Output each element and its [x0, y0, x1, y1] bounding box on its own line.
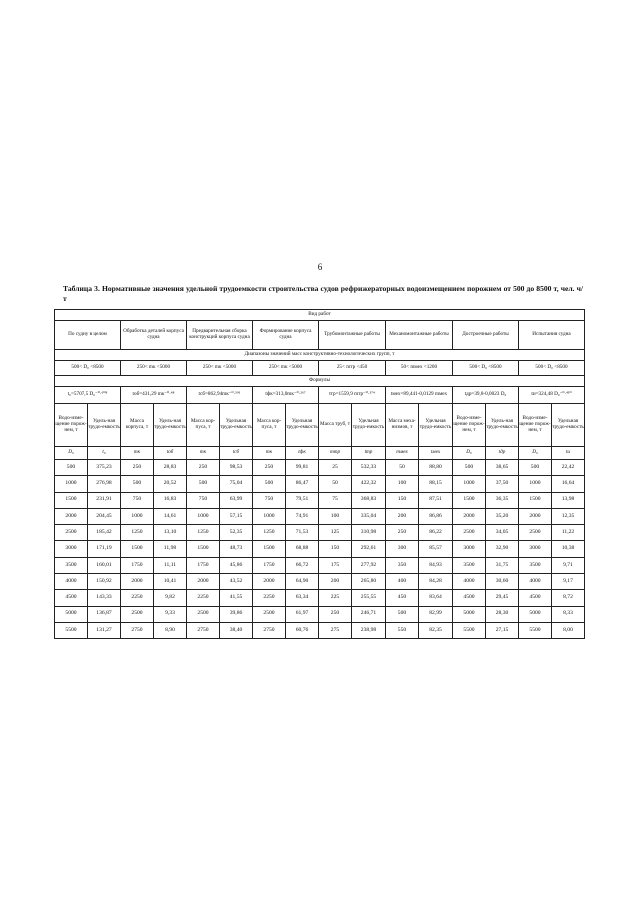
column-header: Удель-ная трудо-емкость	[486, 404, 519, 447]
column-header: Удельная трудо-емкость	[552, 404, 585, 447]
column-header: Удельная трудо-емкость	[220, 404, 253, 447]
table-row	[55, 460, 585, 476]
table-cell: 71,53	[286, 525, 319, 541]
column-symbol: mмех	[386, 447, 419, 460]
column-symbol: D₀	[519, 447, 552, 460]
table-cell: 292,61	[352, 541, 386, 557]
table-cell: 86,22	[419, 525, 453, 541]
table-cell: 250	[319, 606, 352, 622]
table-cell: 61,97	[286, 606, 319, 622]
table-cell: 750	[253, 492, 286, 508]
table-cell: 16,64	[552, 476, 585, 492]
table-cell: 35,20	[486, 508, 519, 524]
table-cell: 250	[386, 525, 419, 541]
table-cell: 143,33	[88, 590, 121, 606]
table-cell: 131,27	[88, 622, 121, 638]
table-cell: 11,98	[154, 541, 187, 557]
table-cell: 532,33	[352, 460, 386, 476]
ranges-title: Диапазоны значений масс конструктивно-технологических групп, т	[55, 350, 585, 361]
table-cell: 66,72	[286, 557, 319, 573]
table-cell: 200	[319, 574, 352, 590]
table-cell: 38,65	[486, 460, 519, 476]
table-cell: 4500	[519, 590, 552, 606]
column-header: Удельная трудо-емкость	[352, 404, 386, 447]
table-cell: 500	[453, 460, 486, 476]
table-row	[55, 508, 585, 524]
table-cell: 500	[187, 476, 220, 492]
table-cell: 41,55	[220, 590, 253, 606]
table-cell: 1500	[519, 492, 552, 508]
table-cell: 1000	[121, 508, 154, 524]
table-cell: 98,53	[220, 460, 253, 476]
page-number: 6	[317, 262, 323, 272]
table-cell: 2500	[55, 525, 88, 541]
table-cell: 500	[386, 606, 419, 622]
table-cell: 250	[187, 460, 220, 476]
table-cell: 57,15	[220, 508, 253, 524]
table-row	[55, 541, 585, 557]
column-header: Удельная трудо-емкость	[286, 404, 319, 447]
table-cell: 50	[319, 476, 352, 492]
column-header: Удель-ная трудо-емкость	[154, 404, 187, 447]
table-cell: 1250	[187, 525, 220, 541]
table-cell: 2000	[519, 508, 552, 524]
column-symbol: mк	[253, 447, 286, 460]
table-cell: 12,35	[552, 508, 585, 524]
table-cell: 37,50	[486, 476, 519, 492]
table-row	[55, 590, 585, 606]
table-cell: 2500	[519, 525, 552, 541]
table-cell: 185,42	[88, 525, 121, 541]
column-symbol: mк	[187, 447, 220, 460]
table-cell: 82,35	[419, 622, 453, 638]
table-cell: 550	[386, 622, 419, 638]
table-cell: 231,91	[88, 492, 121, 508]
table-cell: 3000	[519, 541, 552, 557]
table-cell: 84,28	[419, 574, 453, 590]
table-cell: 36,35	[486, 492, 519, 508]
table-cell: 2500	[121, 606, 154, 622]
table-cell: 500	[253, 476, 286, 492]
table-cell: 2500	[453, 525, 486, 541]
table-row	[55, 622, 585, 638]
table-cell: 150,92	[88, 574, 121, 590]
table-cell: 8,00	[552, 622, 585, 638]
table-cell: 1000	[55, 476, 88, 492]
table-cell: 368,83	[352, 492, 386, 508]
table-cell: 276,98	[88, 476, 121, 492]
formula-cell: tсб=862,94mк⁻⁰·⁵⁹¹	[187, 387, 253, 404]
table-cell: 422,32	[352, 476, 386, 492]
table-cell: 500	[121, 476, 154, 492]
table-cell: 238,98	[352, 622, 386, 638]
table-cell: 2250	[121, 590, 154, 606]
table-cell: 335,04	[352, 508, 386, 524]
table-cell: 1000	[253, 508, 286, 524]
formula-cell: t₀=5707,5 D₀⁻⁰·⁶⁰⁸	[55, 387, 121, 404]
table-cell: 250	[253, 460, 286, 476]
table-cell: 38,40	[220, 622, 253, 638]
table-cell: 2750	[253, 622, 286, 638]
table-cell: 4500	[55, 590, 88, 606]
work-group-header: По судну в целом	[55, 321, 121, 350]
formula-cell: tмех=89,441-0,0129 mмех	[386, 387, 453, 404]
table-cell: 1500	[55, 492, 88, 508]
table-cell: 171,19	[88, 541, 121, 557]
column-symbol: mтр	[319, 447, 352, 460]
table-cell: 1000	[187, 508, 220, 524]
table-row	[55, 525, 585, 541]
column-header: Водо-изме-щение порож-нем, т	[519, 404, 552, 447]
table-cell: 79,51	[286, 492, 319, 508]
table-row	[55, 492, 585, 508]
table-cell: 31,75	[486, 557, 519, 573]
table-cell: 2250	[253, 590, 286, 606]
table-cell: 82,99	[419, 606, 453, 622]
table-cell: 50	[386, 460, 419, 476]
table-cell: 136,87	[88, 606, 121, 622]
table-cell: 10,38	[552, 541, 585, 557]
column-symbol: tи	[552, 447, 585, 460]
table-cell: 2750	[187, 622, 220, 638]
table-cell: 1500	[253, 541, 286, 557]
table-cell: 4000	[519, 574, 552, 590]
column-header: Масса кор-пуса, т	[187, 404, 220, 447]
table-cell: 1500	[187, 541, 220, 557]
table-cell: 1750	[187, 557, 220, 573]
formula-cell: tтр=1559,9 mтр⁻⁰·³⁷⁴	[319, 387, 386, 404]
table-cell: 3500	[519, 557, 552, 573]
table-cell: 3500	[453, 557, 486, 573]
column-symbol: tсб	[220, 447, 253, 460]
table-cell: 1750	[121, 557, 154, 573]
table-cell: 75,04	[220, 476, 253, 492]
work-group-header: Механомонтажные работы	[386, 321, 453, 350]
table-row	[55, 606, 585, 622]
table-cell: 88,80	[419, 460, 453, 476]
column-symbol: D₀	[55, 447, 88, 460]
table-cell: 83,64	[419, 590, 453, 606]
table-cell: 2250	[187, 590, 220, 606]
table-cell: 1500	[121, 541, 154, 557]
table-cell: 4500	[453, 590, 486, 606]
table-cell: 500	[519, 460, 552, 476]
table-cell: 150	[319, 541, 352, 557]
table-cell: 2000	[121, 574, 154, 590]
column-header: Масса кор-пуса, т	[253, 404, 286, 447]
table-cell: 275	[319, 622, 352, 638]
work-group-header: Предварительная сборка конструкций корпуса судна	[187, 321, 253, 350]
table-cell: 277,92	[352, 557, 386, 573]
table-cell: 4000	[453, 574, 486, 590]
table-cell: 11,11	[154, 557, 187, 573]
table-cell: 225	[319, 590, 352, 606]
table-cell: 375,23	[88, 460, 121, 476]
column-symbol: tтр	[352, 447, 386, 460]
mass-range: 250< mк <5000	[121, 361, 187, 376]
table-cell: 246,71	[352, 606, 386, 622]
work-group-header: Формирование корпуса судна	[253, 321, 319, 350]
table-cell: 3500	[55, 557, 88, 573]
table-cell: 2000	[55, 508, 88, 524]
column-symbol: tоб	[154, 447, 187, 460]
table-cell: 28,30	[486, 606, 519, 622]
table-cell: 10,41	[154, 574, 187, 590]
table-cell: 255,55	[352, 590, 386, 606]
work-group-header: Испытания судна	[519, 321, 585, 350]
column-symbol: mк	[121, 447, 154, 460]
table-cell: 9,17	[552, 574, 585, 590]
work-group-header: Обработка деталей корпуса судна	[121, 321, 187, 350]
table-cell: 1750	[253, 557, 286, 573]
table-cell: 3000	[55, 541, 88, 557]
table-cell: 204,45	[88, 508, 121, 524]
table-cell: 2750	[121, 622, 154, 638]
table-cell: 350	[386, 557, 419, 573]
table-cell: 500	[55, 460, 88, 476]
table-cell: 13,10	[154, 525, 187, 541]
table-cell: 100	[319, 508, 352, 524]
table-cell: 1000	[453, 476, 486, 492]
formula-cell: tи=324,48 D₀⁻⁰·⁴¹⁰	[519, 387, 585, 404]
table-cell: 84,93	[419, 557, 453, 573]
table-cell: 265,80	[352, 574, 386, 590]
column-symbol: tфк	[286, 447, 319, 460]
table-cell: 48,73	[220, 541, 253, 557]
table-cell: 14,61	[154, 508, 187, 524]
column-header: Масса корпуса, т	[121, 404, 154, 447]
table-cell: 74,91	[286, 508, 319, 524]
table-cell: 60,76	[286, 622, 319, 638]
table-cell: 4000	[55, 574, 88, 590]
column-header: Удельная трудо-емкость	[419, 404, 453, 447]
table-cell: 750	[121, 492, 154, 508]
column-header: Водо-изме-щение порож-нем, т	[453, 404, 486, 447]
table-cell: 86,86	[419, 508, 453, 524]
table-cell: 45,86	[220, 557, 253, 573]
table-cell: 43,52	[220, 574, 253, 590]
column-symbol: tмех	[419, 447, 453, 460]
table-row	[55, 476, 585, 492]
table-cell: 300	[386, 541, 419, 557]
table-cell: 75	[319, 492, 352, 508]
table-cell: 5500	[453, 622, 486, 638]
table-caption: Таблица 3. Нормативные значения удельной трудоемкости строительства судов рефрижераторных водоизмещением порожнем от 500 до 8500 т, чел. ч/т	[63, 284, 583, 303]
table-cell: 3000	[453, 541, 486, 557]
table-cell: 28,83	[154, 460, 187, 476]
table-cell: 8,90	[154, 622, 187, 638]
table-cell: 310,98	[352, 525, 386, 541]
table-cell: 2500	[253, 606, 286, 622]
table-cell: 13,98	[552, 492, 585, 508]
table-cell: 160,01	[88, 557, 121, 573]
table-cell: 63,99	[220, 492, 253, 508]
mass-range: 500< D₀ <8500	[519, 361, 585, 376]
table-cell: 16,83	[154, 492, 187, 508]
table-cell: 27,15	[486, 622, 519, 638]
mass-range: 500< D₀ <8500	[55, 361, 121, 376]
table-row	[55, 557, 585, 573]
table-cell: 100	[386, 476, 419, 492]
table-cell: 2000	[187, 574, 220, 590]
table-cell: 68,88	[286, 541, 319, 557]
formula-cell: tфк=313,0mк⁻⁰·²⁶⁷	[253, 387, 319, 404]
table-cell: 20,52	[154, 476, 187, 492]
mass-range: 250< mк <5000	[187, 361, 253, 376]
table-row	[55, 574, 585, 590]
table-cell: 39,86	[220, 606, 253, 622]
table-cell: 450	[386, 590, 419, 606]
table-cell: 5500	[55, 622, 88, 638]
table-cell: 400	[386, 574, 419, 590]
table-cell: 86,47	[286, 476, 319, 492]
column-header: Масса труб, т	[319, 404, 352, 447]
table-cell: 8,72	[552, 590, 585, 606]
table-cell: 88,15	[419, 476, 453, 492]
work-types-header: Вид работ	[55, 310, 585, 321]
table-cell: 200	[386, 508, 419, 524]
table-cell: 63,34	[286, 590, 319, 606]
mass-range: 25< mтр <450	[319, 361, 386, 376]
column-symbol: tдр	[486, 447, 519, 460]
table-cell: 64,90	[286, 574, 319, 590]
table-cell: 1250	[253, 525, 286, 541]
table-cell: 11,22	[552, 525, 585, 541]
table-cell: 29,45	[486, 590, 519, 606]
labor-intensity-table	[54, 309, 585, 639]
table-cell: 30,60	[486, 574, 519, 590]
column-header: Удель-ная трудо-емкость	[88, 404, 121, 447]
mass-range: 500< D₀ <8500	[453, 361, 519, 376]
table-cell: 34,05	[486, 525, 519, 541]
table-cell: 2500	[187, 606, 220, 622]
table-cell: 1000	[519, 476, 552, 492]
table-cell: 87,51	[419, 492, 453, 508]
table-cell: 9,71	[552, 557, 585, 573]
table-cell: 25	[319, 460, 352, 476]
table-cell: 2000	[253, 574, 286, 590]
formulas-title: Формулы	[55, 376, 585, 387]
table-cell: 52,35	[220, 525, 253, 541]
table-cell: 5500	[519, 622, 552, 638]
column-symbol: D₀	[453, 447, 486, 460]
table-cell: 9,82	[154, 590, 187, 606]
column-header: Водо-изме-щение порож-нем, т	[55, 404, 88, 447]
mass-range: 50< mмех <1200	[386, 361, 453, 376]
table-cell: 5000	[453, 606, 486, 622]
formula-cell: tоб=431,29 mк⁻⁰·⁴⁸	[121, 387, 187, 404]
table-cell: 250	[121, 460, 154, 476]
table-cell: 2000	[453, 508, 486, 524]
column-header: Масса меха-низмов, т	[386, 404, 419, 447]
table-cell: 22,42	[552, 460, 585, 476]
mass-range: 250< mк <5000	[253, 361, 319, 376]
table-cell: 1500	[453, 492, 486, 508]
table-cell: 9,33	[154, 606, 187, 622]
table-cell: 5000	[519, 606, 552, 622]
table-cell: 85,57	[419, 541, 453, 557]
table-cell: 8,33	[552, 606, 585, 622]
table-cell: 750	[187, 492, 220, 508]
table-cell: 175	[319, 557, 352, 573]
table-cell: 5000	[55, 606, 88, 622]
table-cell: 32,90	[486, 541, 519, 557]
table-cell: 1250	[121, 525, 154, 541]
formula-cell: tдр=39,8-0,0023 D₀	[453, 387, 519, 404]
column-symbol: t₀	[88, 447, 121, 460]
table-cell: 125	[319, 525, 352, 541]
table-cell: 150	[386, 492, 419, 508]
table-cell: 99,81	[286, 460, 319, 476]
work-group-header: Трубомонтажные работы	[319, 321, 386, 350]
work-group-header: Достроечные работы	[453, 321, 519, 350]
